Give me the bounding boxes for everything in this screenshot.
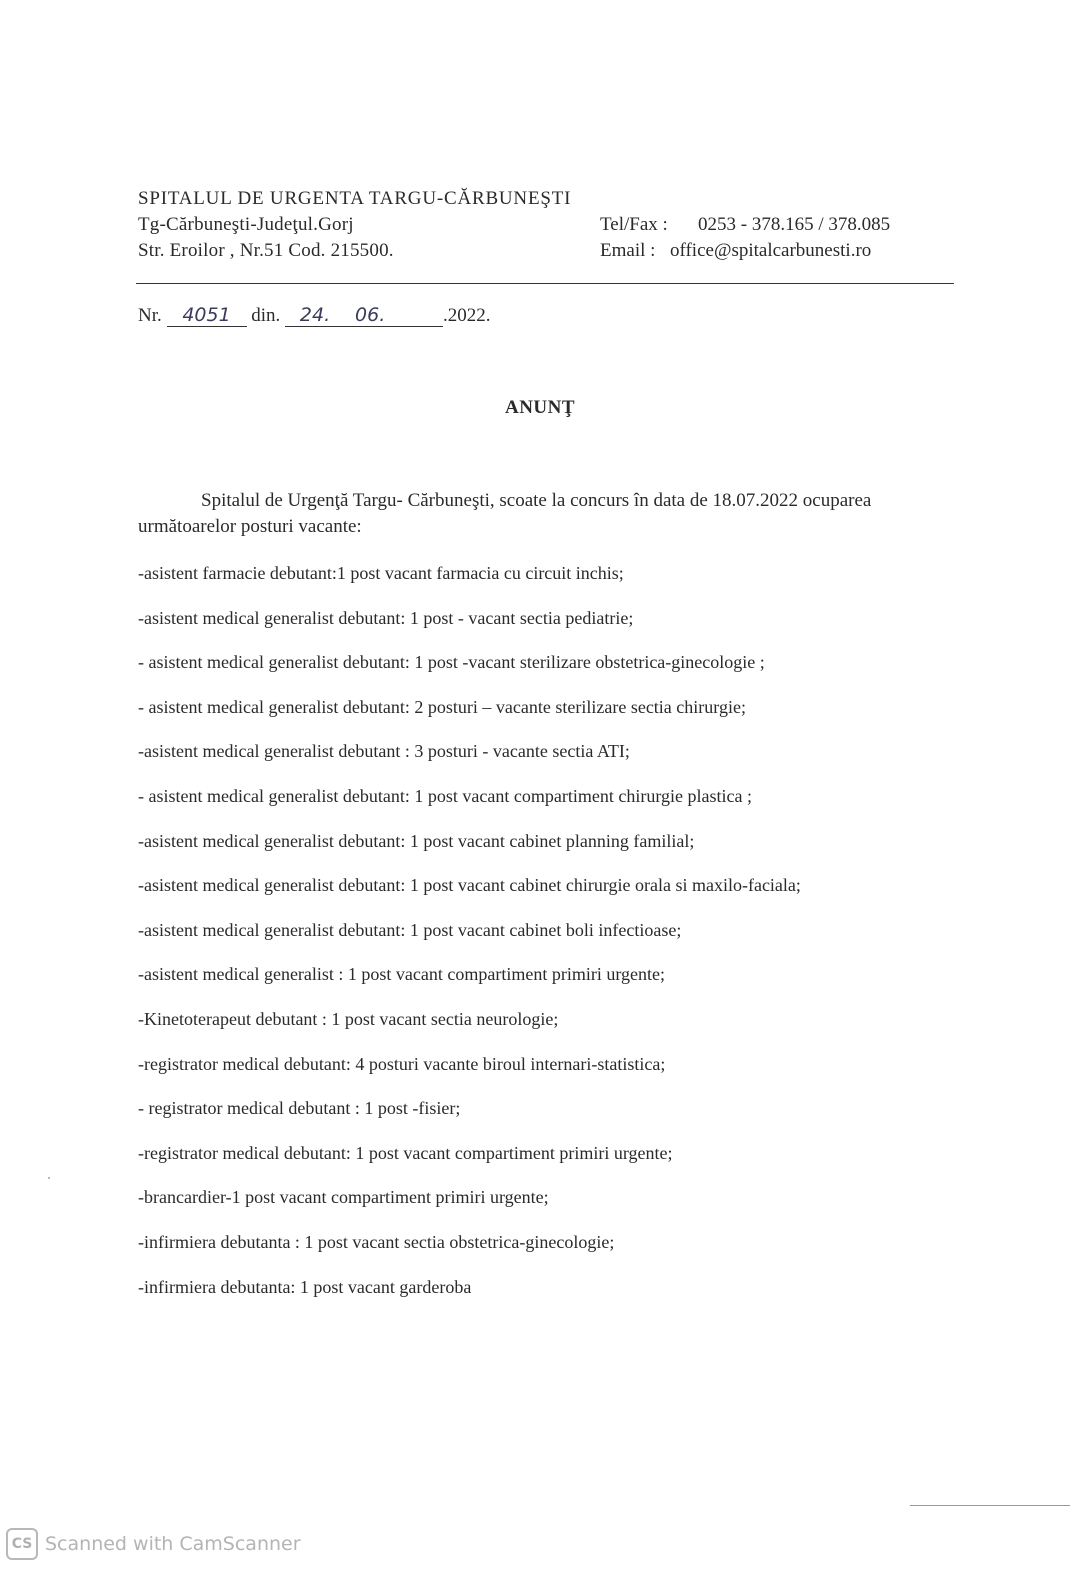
list-item: -asistent medical generalist : 1 post vacant compartiment primiri urgente; <box>138 964 666 985</box>
tel-label: Tel/Fax : <box>600 214 668 235</box>
list-item: - asistent medical generalist debutant: 1 post vacant compartiment chirurgie plastica ; <box>138 785 752 806</box>
institution-name: SPITALUL DE URGENTA TARGU-CĂRBUNEŞTI <box>138 188 572 209</box>
document-title: ANUNŢ <box>504 397 576 418</box>
tel-row <box>600 212 890 238</box>
list-item: - registrator medical debutant : 1 post -fisier; <box>138 1098 461 1119</box>
list-item: -brancardier-1 post vacant compartiment primiri urgente; <box>138 1187 549 1208</box>
list-item: -asistent medical generalist debutant: 1 post vacant cabinet chirurgie orala si maxilo-faciala; <box>138 875 801 896</box>
list-item: -asistent medical generalist debutant: 1 post vacant cabinet planning familial; <box>138 830 695 851</box>
letterhead-right <box>600 212 890 264</box>
letterhead-left <box>138 186 571 264</box>
list-item: -registrator medical debutant: 1 post vacant compartiment primiri urgente; <box>138 1142 673 1163</box>
list-item: - asistent medical generalist debutant: 1 post -vacant sterilizare obstetrica-ginecologie ; <box>138 652 765 673</box>
institution-address: Str. Eroilor , Nr.51 Cod. 215500. <box>138 240 394 261</box>
intro-second-line: următoarelor posturi vacante: <box>138 516 362 537</box>
camscanner-text: Scanned with CamScanner <box>45 1533 301 1555</box>
camscanner-watermark <box>6 1527 301 1561</box>
list-item: -Kinetoterapeut debutant : 1 post vacant sectia neurologie; <box>138 1008 559 1029</box>
list-item: -asistent medical generalist debutant : 3 posturi - vacante sectia ATI; <box>138 741 630 762</box>
camscanner-icon: CS <box>6 1528 38 1560</box>
registration-number: 4051 <box>167 304 247 327</box>
footer-divider <box>910 1505 1070 1506</box>
email-label: Email : <box>600 240 656 261</box>
intro-paragraph <box>138 488 968 540</box>
registration-day: 24. <box>285 304 345 327</box>
institution-city: Tg-Cărbuneşti-Judeţul.Gorj <box>138 214 354 235</box>
registration-month: 06. <box>345 304 443 327</box>
tel-value: 0253 - 378.165 / 378.085 <box>698 214 891 235</box>
header-divider <box>136 283 954 284</box>
list-item: -infirmiera debutanta: 1 post vacant garderoba <box>138 1276 472 1297</box>
list-item: -registrator medical debutant: 4 posturi vacante biroul internari-statistica; <box>138 1053 666 1074</box>
scan-speck <box>48 1177 50 1179</box>
list-item: - asistent medical generalist debutant: 2 posturi – vacante sterilizare sectia chirurgie; <box>138 696 746 717</box>
registration-year: .2022. <box>443 305 491 326</box>
list-item: -asistent farmacie debutant:1 post vacant farmacia cu circuit inchis; <box>138 563 624 583</box>
list-item: -asistent medical generalist debutant: 1 post - vacant sectia pediatrie; <box>138 607 634 628</box>
email-row <box>600 238 890 264</box>
list-item: -asistent medical generalist debutant: 1 post vacant cabinet boli infectioase; <box>138 919 682 940</box>
intro-first-line: Spitalul de Urgenţă Targu- Cărbuneşti, scoate la concurs în data de 18.07.2022 ocuparea <box>201 490 872 511</box>
din-label: din. <box>251 305 281 326</box>
list-item: -infirmiera debutanta : 1 post vacant sectia obstetrica-ginecologie; <box>138 1231 615 1252</box>
email-value: office@spitalcarbunesti.ro <box>670 240 872 261</box>
registration-line <box>138 304 491 327</box>
nr-label: Nr. <box>138 305 162 326</box>
vacant-posts-list <box>138 560 968 1318</box>
